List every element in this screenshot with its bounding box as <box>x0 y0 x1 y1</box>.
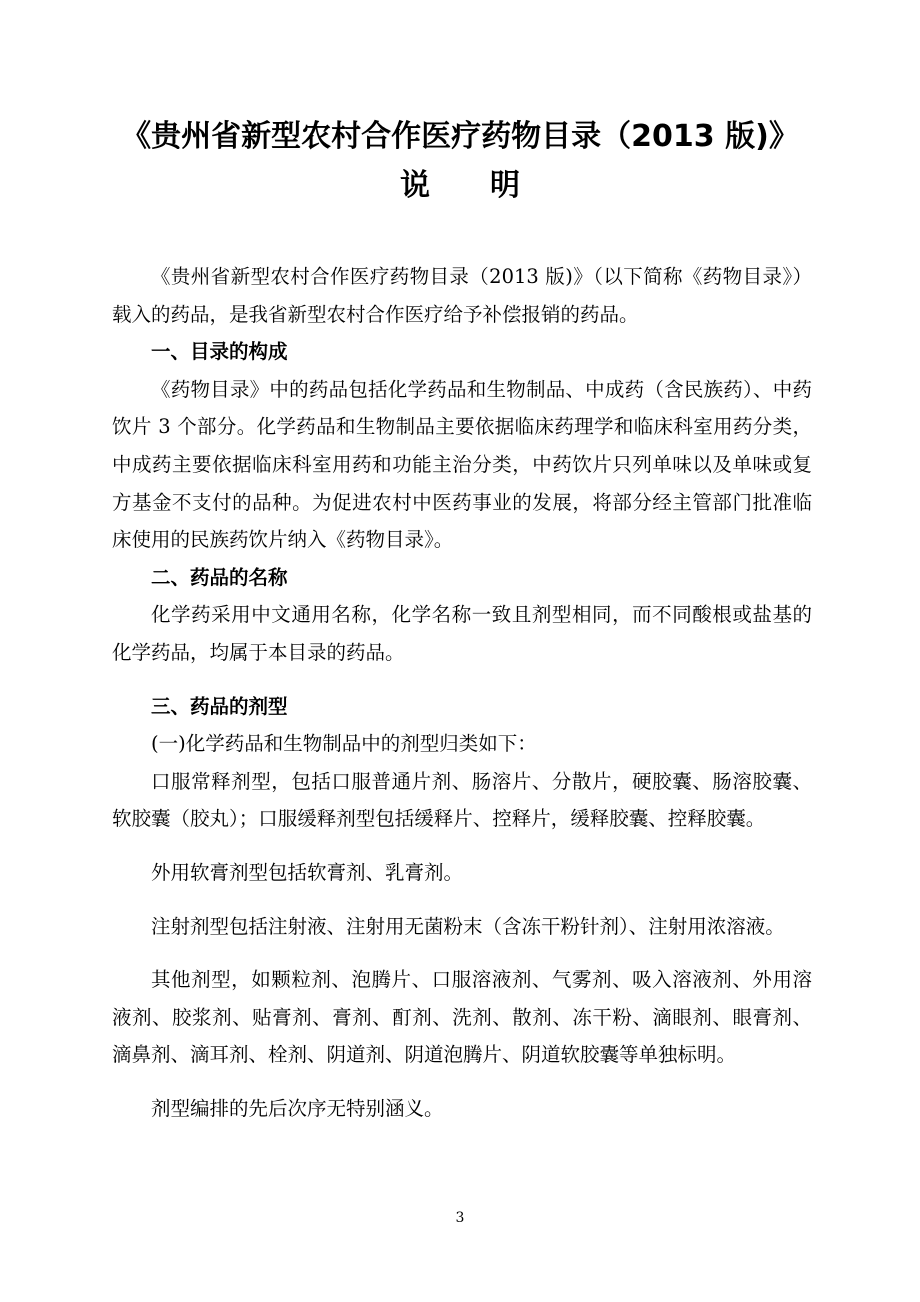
page-number: 3 <box>455 1210 465 1226</box>
document-title: 《贵州省新型农村合作医疗药物目录（2013 版)》 <box>121 119 799 154</box>
topical-forms-paragraph: 外用软膏剂型包括软膏剂、乳膏剂。 <box>151 860 464 884</box>
order-note-paragraph: 剂型编排的先后次序无特别涵义。 <box>151 1096 444 1120</box>
section-heading-composition: 一、目录的构成 <box>151 340 288 364</box>
section-heading-dosage-forms: 三、药品的剂型 <box>151 694 288 718</box>
names-paragraph: 化学药采用中文通用名称，化学名称一致且剂型相同，而不同酸根或盐基的化学药品，均属于本目录的药品。 <box>112 603 812 664</box>
dosage-subheading: (一)化学药品和生物制品中的剂型归类如下： <box>151 732 537 756</box>
injection-forms-paragraph: 注射剂型包括注射液、注射用无菌粉末（含冻干粉针剂）、注射用浓溶液。 <box>151 914 785 938</box>
document-subtitle: 说明 <box>400 168 580 203</box>
oral-forms-paragraph: 口服常释剂型，包括口服普通片剂、肠溶片、分散片，硬胶囊、肠溶胶囊、软胶囊（胶丸）；口服缓释剂型包括缓释片、控释片，缓释胶囊、控释胶囊。 <box>112 769 812 831</box>
document-body <box>112 258 812 1127</box>
intro-paragraph: 《贵州省新型农村合作医疗药物目录（2013 版)》（以下简称《药物目录》）载入的药品，是我省新型农村合作医疗给予补偿报销的药品。 <box>112 265 812 326</box>
other-forms-paragraph: 其他剂型，如颗粒剂、泡腾片、口服溶液剂、气雾剂、吸入溶液剂、外用溶液剂、胶浆剂、贴膏剂、膏剂、酊剂、洗剂、散剂、冻干粉、滴眼剂、眼膏剂、滴鼻剂、滴耳剂、栓剂、阴道剂、阴道泡腾片、阴道软胶囊等单独标明。 <box>112 968 812 1067</box>
section-heading-names: 二、药品的名称 <box>151 565 288 589</box>
composition-paragraph: 《药物目录》中的药品包括化学药品和生物制品、中成药（含民族药）、中药饮片 3 个部分。化学药品和生物制品主要依据临床药理学和临床科室用药分类，中成药主要依据临床科室用药和功能主治分类，中药饮片只列单味以及单味或复方基金不支付的品种。为促进农村中医药事业的发展，将部分经主管部门批准临床使用的民族药饮片纳入《药物目录》。 <box>112 377 812 552</box>
